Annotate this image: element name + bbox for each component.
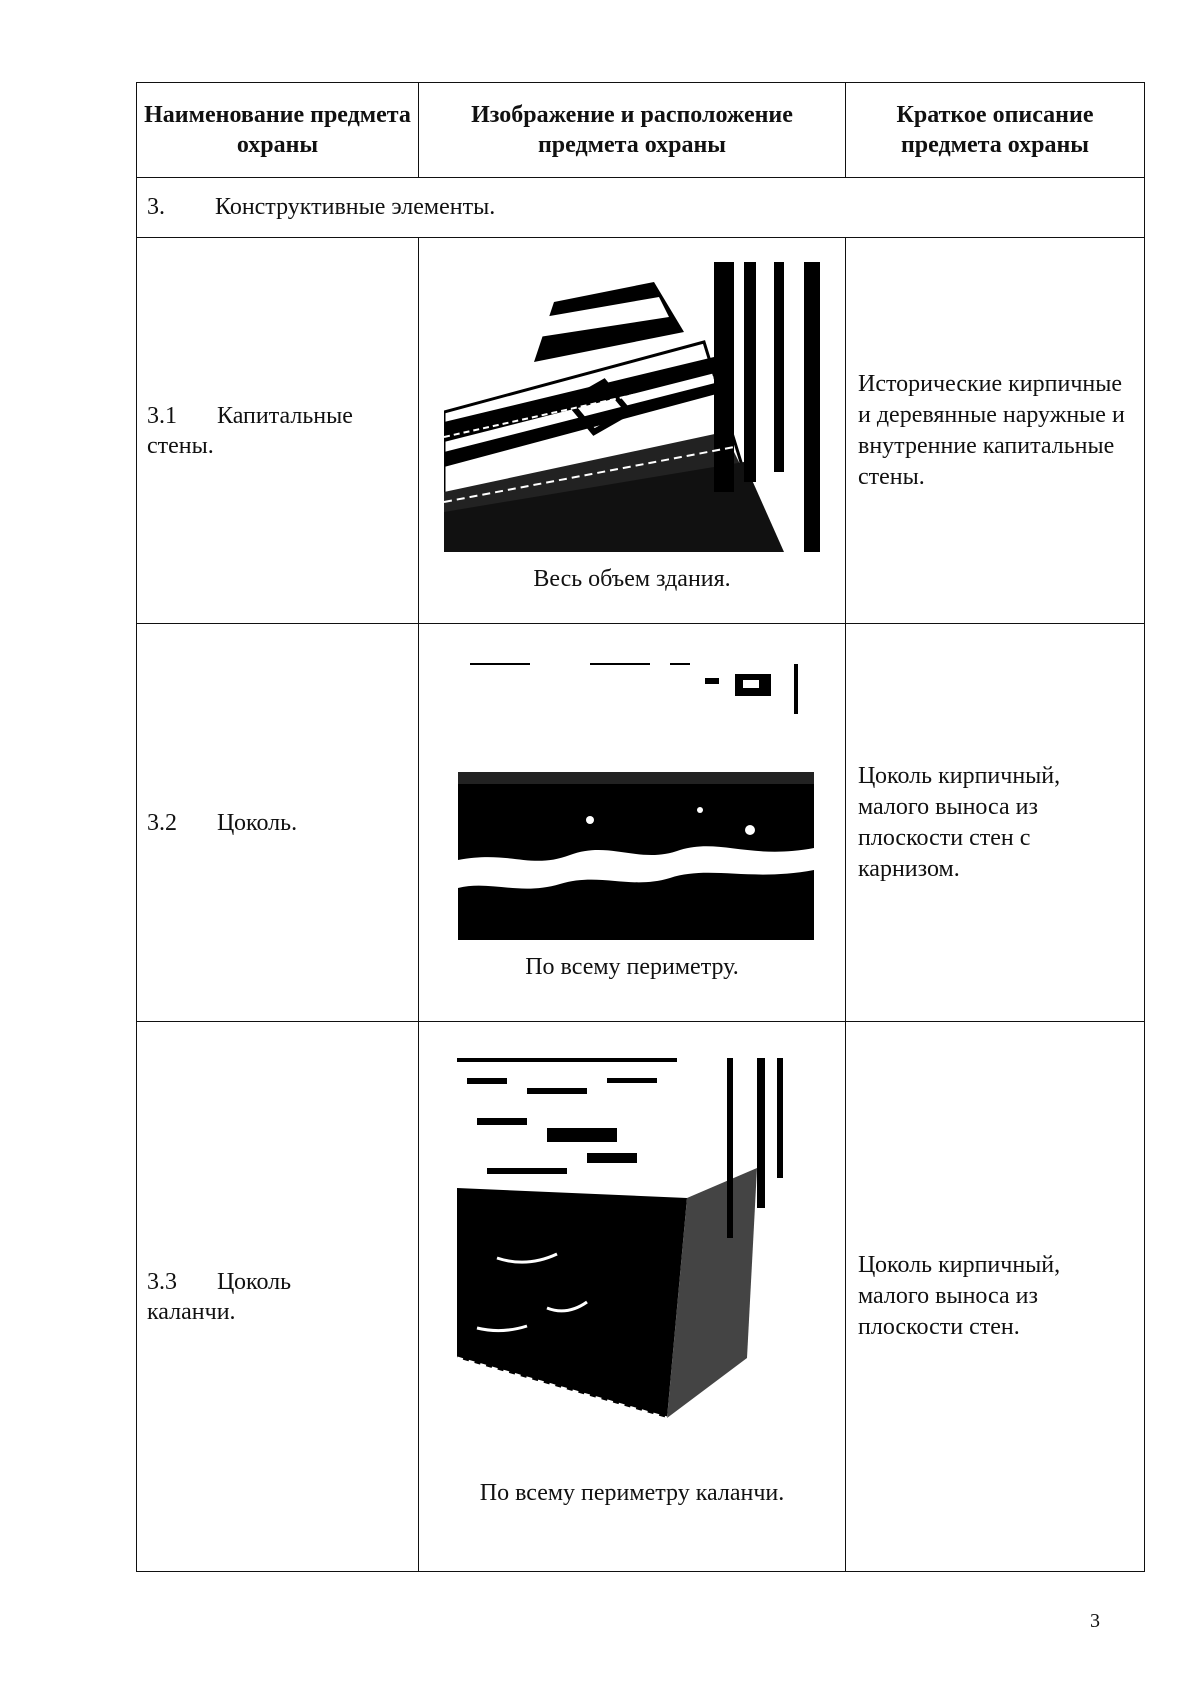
table-row (137, 1022, 1145, 1572)
table-row (137, 238, 1145, 624)
tower-plinth-photo-icon (457, 1058, 807, 1454)
row-name: Капитальные (217, 402, 353, 429)
row-image-cell (419, 624, 846, 1022)
table-row (137, 624, 1145, 1022)
header-description: Краткое описание предмета охраны (846, 83, 1145, 178)
row-name-cont: стены. (147, 432, 214, 459)
row-description: Цоколь кирпичный, малого выноса из плоскости стен с карнизом. (846, 624, 1145, 1022)
row-description: Исторические кирпичные и деревянные наружные и внутренние капитальные стены. (846, 238, 1145, 624)
section-row (137, 178, 1145, 238)
row-name-cell (137, 1022, 419, 1572)
page-number: 3 (1090, 1610, 1100, 1632)
row-name: Цоколь. (217, 809, 298, 836)
protection-table (136, 82, 1145, 1572)
row-caption: По всему периметру каланчи. (479, 1480, 785, 1506)
row-name-cell (137, 624, 419, 1022)
row-name: Цоколь (217, 1268, 292, 1295)
plinth-photo-icon (450, 660, 814, 940)
row-image-cell (419, 238, 846, 624)
row-name-cont: каланчи. (147, 1298, 236, 1325)
row-description: Цоколь кирпичный, малого выноса из плоскости стен. (846, 1022, 1145, 1572)
row-caption: Весь объем здания. (533, 566, 731, 592)
row-image-cell (419, 1022, 846, 1572)
row-number: 3.1 (147, 402, 177, 429)
section-number: 3. (147, 194, 165, 220)
row-name-cell (137, 238, 419, 624)
row-number: 3.2 (147, 809, 177, 836)
header-image: Изображение и расположение предмета охраны (419, 83, 846, 178)
row-caption: По всему периметру. (525, 954, 739, 980)
facade-photo-icon (444, 262, 820, 552)
row-number: 3.3 (147, 1268, 177, 1295)
section-cell (137, 178, 1145, 238)
header-name: Наименование предмета охраны (137, 83, 419, 178)
section-title: Конструктивные элементы. (215, 194, 496, 220)
header-row (137, 83, 1145, 178)
